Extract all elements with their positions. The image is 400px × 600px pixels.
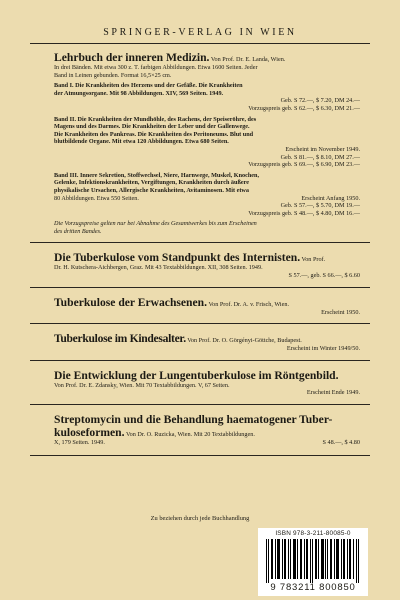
entry-price: S 57.—, geb. S 66.—, $ 6.60	[288, 272, 360, 280]
header-rule	[30, 43, 370, 44]
volume-1-title: der Atmungsorgane. Mit 98 Abbildungen. XIV, 569 Seiten. 1949.	[54, 89, 224, 97]
entry-title: Lehrbuch der inneren Medizin.	[54, 51, 210, 64]
volume-3-title: Band III. Innere Sekretion, Stoffwechsel, Niere, Harnwege, Muskel, Knochen,	[54, 171, 260, 179]
catalog-list	[54, 51, 360, 456]
volume-3-price-preferred: Vorzugspreis geb. S 48.—, $ 4.80, DM 16.—	[248, 209, 360, 217]
volume-2-title: blutbildende Organe. Mit etwa 120 Abbildungen. Etwa 680 Seiten.	[54, 138, 229, 146]
entry-goettche	[54, 332, 360, 353]
entry-description: Band in Leinen gebunden. Format 16,5×25 cm.	[54, 71, 172, 79]
entry-kutschera	[54, 251, 360, 279]
barcode-digits: 9 783211 800850	[270, 582, 356, 593]
volume-2-price-preferred: Vorzugspreis geb. S 69.—, $ 6.90, DM 23.—	[248, 161, 360, 169]
entry-landa	[54, 51, 360, 235]
volume-3-title: physikalische Ursachen, Allergische Krankheiten, Avitaminosen. Mit etwa	[54, 186, 249, 194]
section-rule	[30, 455, 370, 456]
entry-author: Von Prof. Dr. E. Landa, Wien.	[210, 56, 286, 63]
section-rule	[30, 287, 370, 288]
volume-1-price: Geb. S 72.—, $ 7.20, DM 24.—	[280, 97, 360, 105]
entry-description: In drei Bänden. Mit etwa 300 z. T. farbigen Abbildungen. Etwa 1600 Seiten. Jeder	[54, 64, 258, 71]
section-rule	[30, 323, 370, 324]
entry-release: Erscheint im Winter 1949/50.	[286, 345, 360, 353]
entry-title: Tuberkulose im Kindesalter.	[54, 332, 186, 346]
volume-2-title: Die Krankheiten des Pankreas. Die Krankheiten des Peritoneums. Blut und	[54, 130, 254, 138]
entry-author: Von Prof.	[301, 256, 326, 264]
entry-release: Erscheint Ende 1949.	[306, 389, 360, 397]
section-rule	[30, 242, 370, 243]
entry-author: Von Dr. O. Ruzicka, Wien. Mit 20 Textabbildungen.	[125, 431, 255, 439]
entry-author: Von Prof. Dr. O. Görgényi-Göttche, Budapest.	[187, 337, 302, 345]
entry-ruzicka	[54, 413, 360, 447]
isbn-label: ISBN 978-3-211-80085-0	[275, 530, 351, 537]
entry-price: S 48.—, $ 4.80	[322, 439, 360, 447]
volume-2-release: Erscheint im November 1949.	[285, 145, 360, 153]
barcode	[258, 528, 368, 596]
volume-1-title: Band I. Die Krankheiten des Herzens und der Gefäße. Die Krankheiten	[54, 82, 243, 90]
entry-frisch	[54, 296, 360, 317]
volume-2-price: Geb. S 81.—, $ 8.10, DM 27.—	[280, 153, 360, 161]
footer-note: Zu beziehen durch jede Buchhandlung	[150, 515, 250, 522]
volume-3-price: Geb. S 57.—, $ 5.70, DM 19.—	[280, 202, 360, 210]
entry-author: Von Prof. Dr. A. v. Frisch, Wien.	[208, 300, 290, 308]
entry-title: Streptomycin und die Behandlung haematogener Tuber-	[54, 413, 333, 427]
entry-title: Die Entwicklung der Lungentuberkulose im Röntgenbild.	[54, 368, 339, 382]
section-rule	[30, 404, 370, 405]
entry-title: kuloseformen.	[54, 426, 125, 440]
entry-description: Dr. H. Kutschera-Aichbergen, Graz. Mit 43 Textabbildungen. XII, 308 Seiten. 1949.	[54, 264, 263, 272]
entry-zdansky	[54, 369, 360, 397]
preferred-price-note: Die Vorzugspreise gelten nur bei Abnahme des Gesamtwerkes bis zum Erscheinen	[54, 220, 257, 228]
volume-2-title: Band II. Die Krankheiten der Mundhöhle, des Rachens, der Speiseröhre, des	[54, 115, 257, 123]
entry-title: Tuberkulose der Erwachsenen.	[54, 295, 207, 309]
volume-1-price-preferred: Vorzugspreis geb. S 62.—, $ 6.30, DM 21.—	[248, 104, 360, 112]
entry-description: Von Prof. Dr. E. Zdansky, Wien. Mit 70 Textabbildungen. V, 67 Seiten.	[54, 381, 230, 389]
volume-3-title: Gelenke, Infektionskrankheiten, Vergiftungen, Krankheiten durch äußere	[54, 179, 250, 187]
entry-description: X, 179 Seiten. 1949.	[54, 439, 105, 447]
preferred-price-note: des dritten Bandes.	[54, 227, 102, 235]
barcode-bars-icon	[264, 539, 362, 583]
entry-title: Die Tuberkulose vom Standpunkt des Internisten.	[54, 251, 301, 265]
entry-release: Erscheint 1950.	[321, 308, 360, 316]
volume-2-title: Magens und des Darmes. Die Krankheiten der Leber und der Gallenwege.	[54, 123, 250, 131]
publisher-header: SPRINGER-VERLAG IN WIEN	[103, 27, 297, 38]
volume-3-title: 80 Abbildungen. Etwa 550 Seiten.	[54, 194, 139, 202]
volume-3-release: Erscheint Anfang 1950.	[301, 194, 360, 202]
section-rule	[30, 360, 370, 361]
